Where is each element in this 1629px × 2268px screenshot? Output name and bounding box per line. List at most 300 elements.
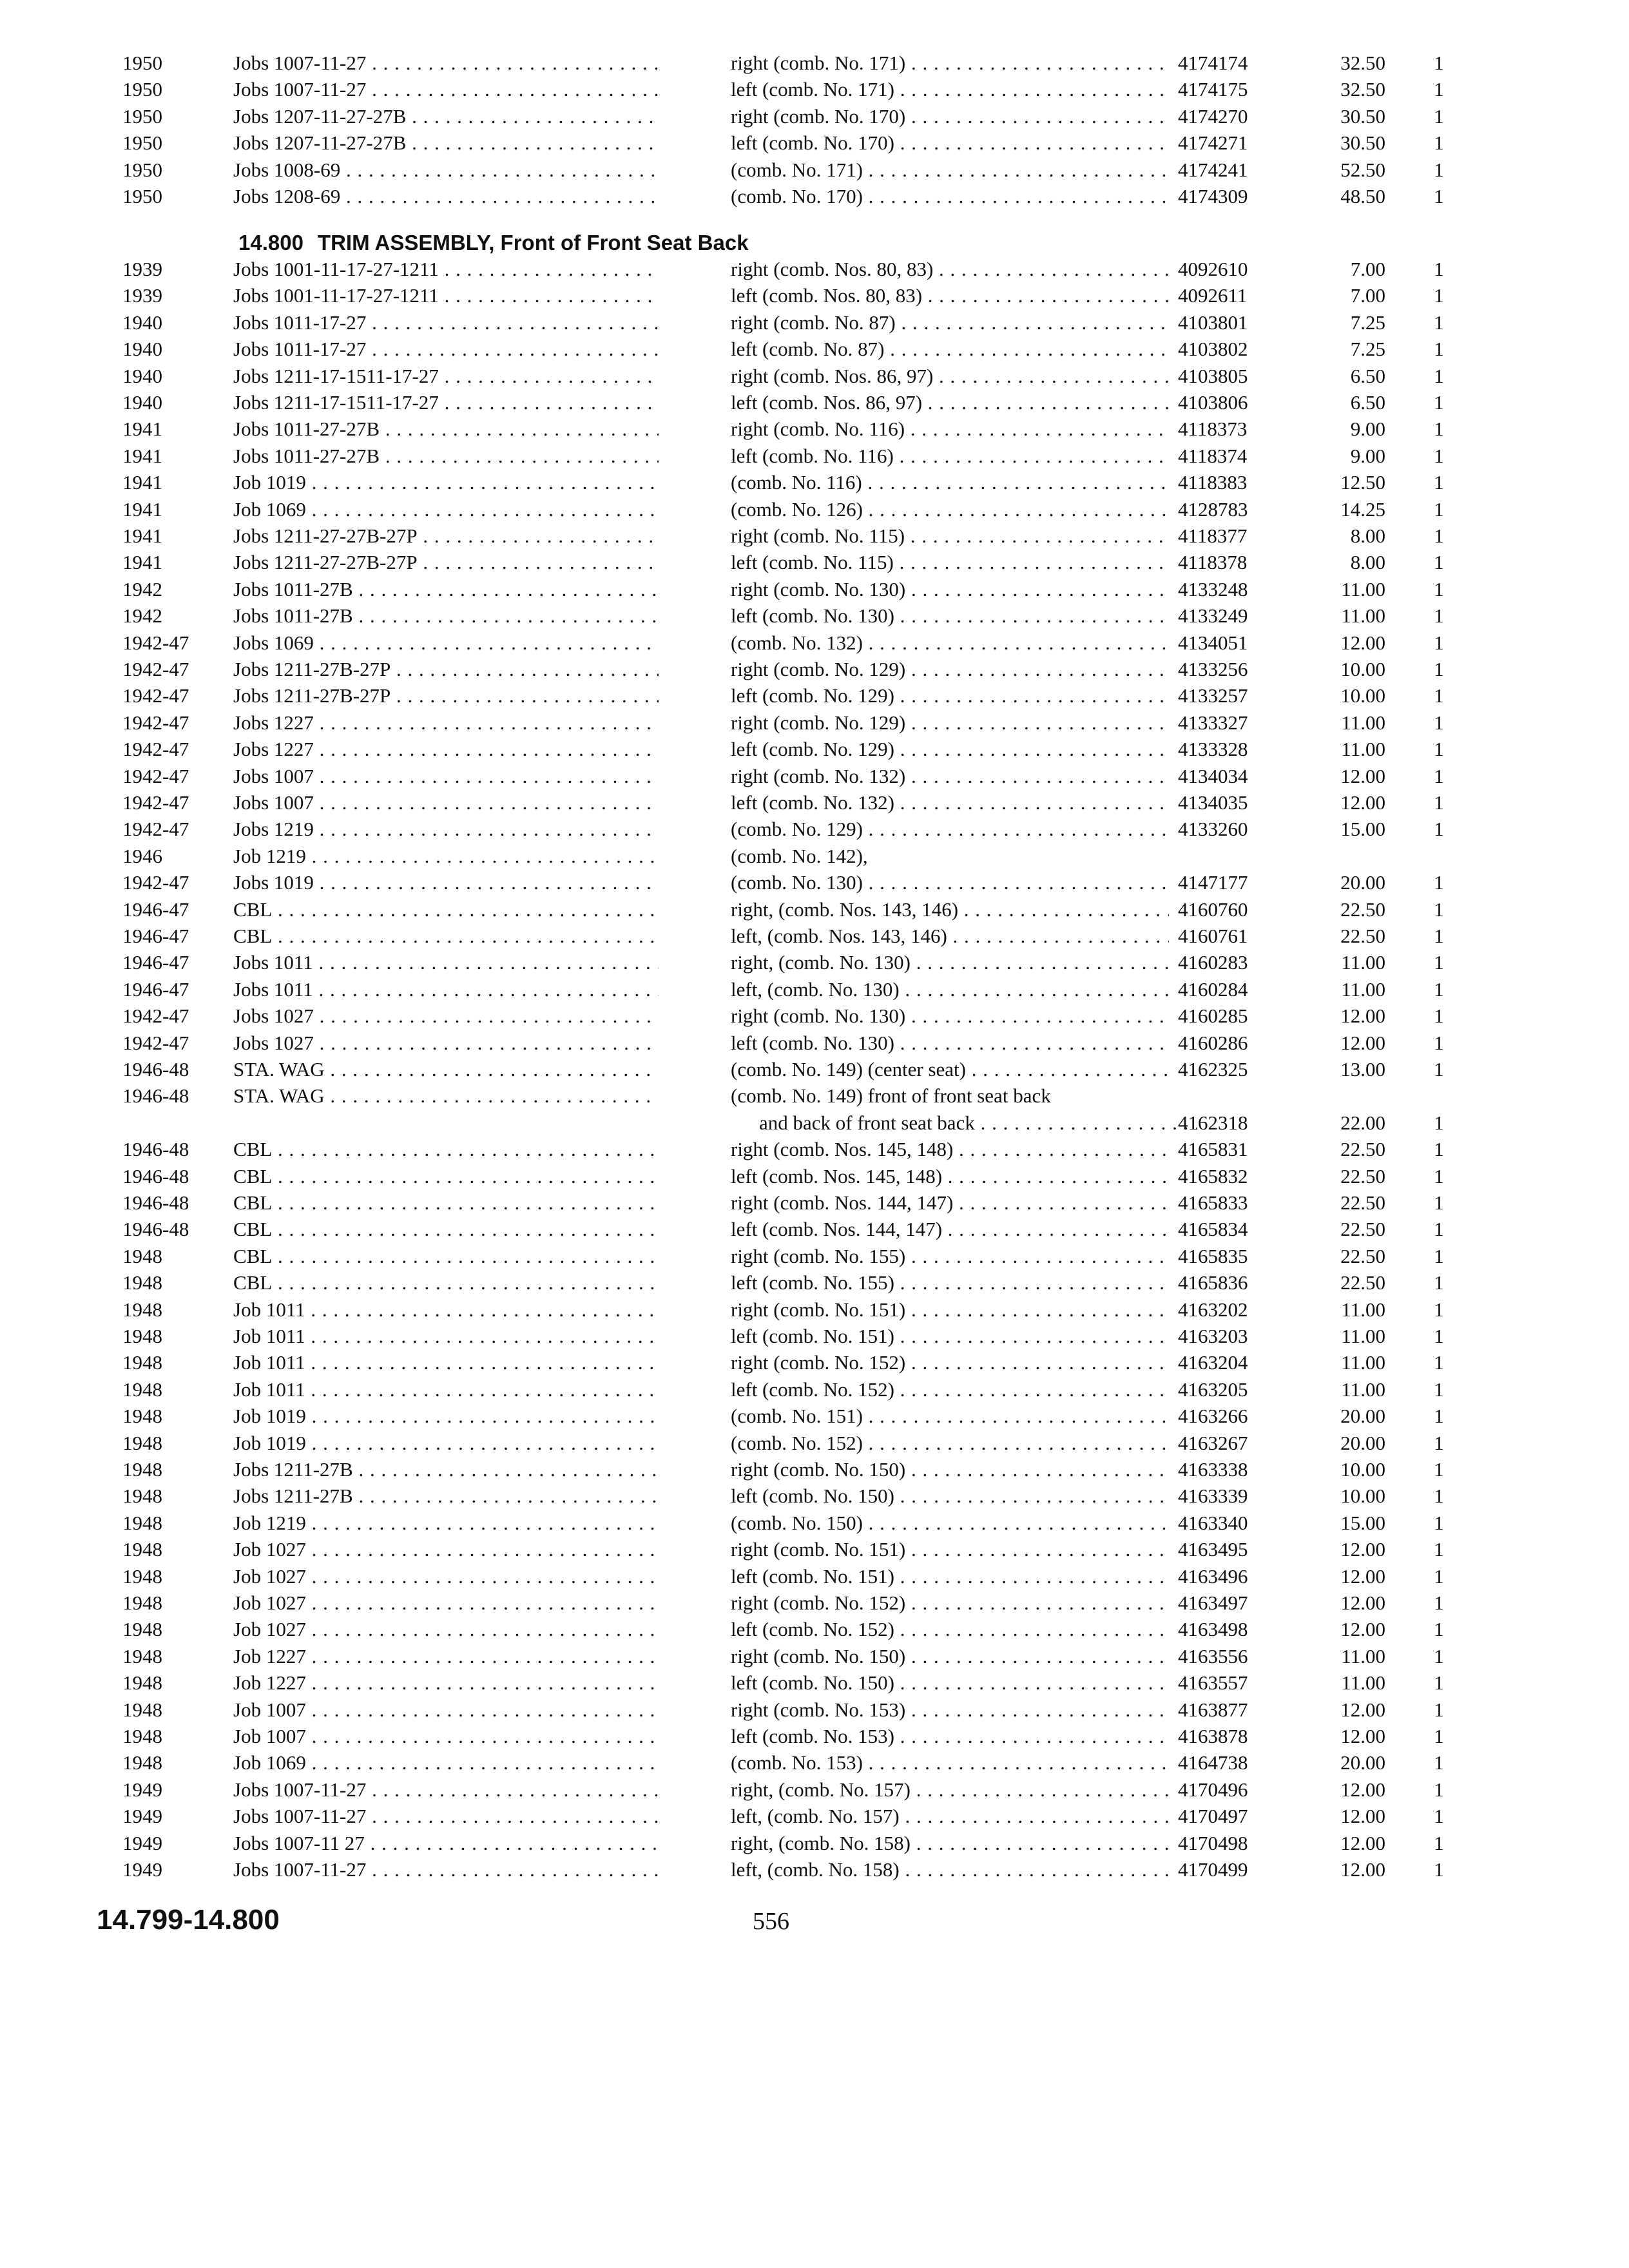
year-cell: 1948 (122, 1538, 162, 1561)
jobs-cell: Job 1219 . . . (233, 843, 659, 869)
jobs-cell: Jobs 1007-11 27 . . . (233, 1831, 659, 1856)
year-cell: 1942-47 (122, 1031, 189, 1054)
table-row (0, 1137, 1629, 1162)
year-cell: 1946-48 (122, 1058, 189, 1081)
quantity-cell: 1 (1434, 311, 1444, 334)
table-row (0, 1724, 1629, 1749)
table-row (0, 470, 1629, 495)
description-cell: (comb. No. 126) . . . (731, 497, 1169, 523)
jobs-cell: Jobs 1227 . . . (233, 710, 659, 736)
description-cell: left (comb. No. 129) . . . (731, 736, 1169, 762)
quantity-cell: 1 (1434, 1164, 1444, 1187)
quantity-cell: 1 (1434, 684, 1444, 707)
jobs-cell: Job 1019 . . . (233, 470, 659, 495)
price-cell: 48.50 (1340, 185, 1385, 207)
part-number-cell: 4170496 (1178, 1778, 1248, 1801)
part-number-cell: 4092611 (1178, 284, 1248, 307)
jobs-cell: Job 1011 . . . (233, 1323, 659, 1349)
quantity-cell: 1 (1434, 551, 1444, 574)
description-cell: right, (comb. No. 157) . . . (731, 1777, 1169, 1803)
description-cell: right (comb. No. 116) . . . (731, 416, 1169, 442)
part-number-cell: 4165835 (1178, 1244, 1248, 1267)
jobs-cell: Jobs 1207-11-27-27B . . . (233, 104, 659, 130)
description-cell: left (comb. No. 153) . . . (731, 1724, 1169, 1749)
description-cell: right (comb. No. 171) . . . (731, 50, 1169, 76)
part-number-cell: 4163877 (1178, 1698, 1248, 1721)
year-cell: 1948 (122, 1431, 162, 1454)
table-row (0, 104, 1629, 130)
table-row (0, 1750, 1629, 1776)
price-cell: 9.00 (1350, 418, 1385, 441)
description-cell: left (comb. No. 116) . . . (731, 443, 1169, 469)
part-number-cell: 4160760 (1178, 898, 1248, 921)
description-cell: and back of front seat back . . . (731, 1110, 1197, 1136)
price-cell: 12.00 (1340, 1031, 1385, 1054)
part-number-cell: 4133327 (1178, 711, 1248, 734)
description-cell: right (comb. No. 115) . . . (731, 523, 1169, 549)
price-cell: 7.25 (1350, 338, 1385, 361)
jobs-cell: Jobs 1007-11-27 . . . (233, 50, 659, 76)
table-row (0, 1270, 1629, 1296)
price-cell: 8.00 (1350, 551, 1385, 574)
quantity-cell: 1 (1434, 1244, 1444, 1267)
part-number-cell: 4160285 (1178, 1004, 1248, 1028)
jobs-cell: Jobs 1011-17-27 . . . (233, 310, 659, 336)
part-number-cell: 4163203 (1178, 1325, 1248, 1347)
description-cell: left (comb. No. 150) . . . (731, 1483, 1169, 1509)
part-number-cell: 4170497 (1178, 1805, 1248, 1828)
quantity-cell: 1 (1434, 1458, 1444, 1481)
table-row (0, 897, 1629, 923)
table-row (0, 443, 1629, 469)
table-row (0, 657, 1629, 682)
part-number-cell: 4163205 (1178, 1378, 1248, 1401)
year-cell: 1949 (122, 1778, 162, 1801)
price-cell: 11.00 (1341, 1644, 1385, 1667)
part-number-cell: 4174175 (1178, 78, 1248, 101)
quantity-cell: 1 (1434, 898, 1444, 921)
jobs-cell: Jobs 1211-17-1511-17-27 . . . (233, 390, 659, 416)
quantity-cell: 1 (1434, 1511, 1444, 1534)
year-cell: 1950 (122, 131, 162, 155)
quantity-cell: 1 (1434, 1031, 1444, 1054)
description-cell: right, (comb. No. 158) . . . (731, 1831, 1169, 1856)
year-cell: 1942-47 (122, 684, 189, 707)
quantity-cell: 1 (1434, 1351, 1444, 1374)
jobs-cell: Jobs 1007 . . . (233, 790, 659, 816)
table-row (0, 1590, 1629, 1616)
year-cell: 1948 (122, 1751, 162, 1774)
table-row (0, 1537, 1629, 1562)
year-cell: 1942-47 (122, 738, 189, 761)
quantity-cell: 1 (1434, 951, 1444, 974)
table-row (0, 157, 1629, 183)
part-number-cell: 4134035 (1178, 791, 1248, 814)
price-cell: 11.00 (1341, 1671, 1385, 1695)
table-row (0, 1323, 1629, 1349)
description-cell: (comb. No. 130) . . . (731, 870, 1169, 896)
part-number-cell: 4134051 (1178, 631, 1248, 654)
part-number-cell: 4165836 (1178, 1271, 1248, 1294)
description-cell: (comb. No. 150) . . . (731, 1510, 1169, 1536)
year-cell: 1948 (122, 1271, 162, 1294)
description-cell: right, (comb. No. 130) . . . (731, 950, 1169, 975)
table-row (0, 336, 1629, 362)
part-number-cell: 4160761 (1178, 925, 1248, 947)
jobs-cell: Job 1007 . . . (233, 1724, 659, 1749)
quantity-cell: 1 (1434, 1751, 1444, 1774)
jobs-cell: Jobs 1007-11-27 . . . (233, 1857, 659, 1883)
description-cell: left (comb. No. 150) . . . (731, 1670, 1169, 1696)
year-cell: 1948 (122, 1671, 162, 1695)
quantity-cell: 1 (1434, 258, 1444, 280)
table-row (0, 1564, 1629, 1590)
description-cell: (comb. No. 151) . . . (731, 1403, 1169, 1429)
price-cell: 11.00 (1341, 577, 1385, 601)
year-cell: 1942-47 (122, 711, 189, 734)
quantity-cell: 1 (1434, 977, 1444, 1001)
table-row (0, 550, 1629, 575)
table-row (0, 1403, 1629, 1429)
price-cell: 12.00 (1340, 1564, 1385, 1588)
jobs-cell: CBL . . . (233, 1137, 659, 1162)
description-cell: right (comb. No. 150) . . . (731, 1457, 1169, 1483)
description-cell: left (comb. No. 152) . . . (731, 1377, 1169, 1403)
year-cell: 1940 (122, 391, 162, 414)
price-cell: 10.00 (1340, 1458, 1385, 1481)
jobs-cell: Job 1011 . . . (233, 1350, 659, 1376)
description-cell: right, (comb. Nos. 143, 146) . . . (731, 897, 1169, 923)
year-cell: 1942-47 (122, 631, 189, 654)
table-row (0, 1377, 1629, 1403)
jobs-cell: Job 1027 . . . (233, 1564, 659, 1590)
description-cell: left (comb. No. 115) . . . (731, 550, 1169, 575)
jobs-cell: Jobs 1011 . . . (233, 950, 659, 975)
year-cell: 1948 (122, 1725, 162, 1747)
description-cell: left (comb. Nos. 144, 147) . . . (731, 1216, 1169, 1242)
table-row (0, 1644, 1629, 1669)
price-cell: 22.50 (1340, 1138, 1385, 1161)
description-cell: left (comb. No. 171) . . . (731, 77, 1169, 102)
table-row (0, 390, 1629, 416)
description-cell: left, (comb. No. 158) . . . (731, 1857, 1169, 1883)
description-cell: left (comb. No. 151) . . . (731, 1564, 1169, 1590)
price-cell: 30.50 (1340, 104, 1385, 128)
jobs-cell: Job 1011 . . . (233, 1377, 659, 1403)
year-cell: 1948 (122, 1618, 162, 1641)
price-cell: 12.00 (1340, 1591, 1385, 1614)
price-cell: 22.50 (1340, 1218, 1385, 1241)
table-row (0, 923, 1629, 949)
jobs-cell: Jobs 1227 . . . (233, 736, 659, 762)
year-cell: 1948 (122, 1244, 162, 1267)
table-row (0, 683, 1629, 709)
year-cell: 1948 (122, 1351, 162, 1374)
price-cell: 12.50 (1340, 471, 1385, 494)
part-number-cell: 4164738 (1178, 1751, 1248, 1774)
year-cell: 1948 (122, 1458, 162, 1481)
jobs-cell: Job 1011 . . . (233, 1297, 659, 1323)
part-number-cell: 4174174 (1178, 52, 1248, 74)
quantity-cell: 1 (1434, 524, 1444, 547)
quantity-cell: 1 (1434, 391, 1444, 414)
year-cell: 1941 (122, 497, 162, 521)
price-cell: 11.00 (1341, 977, 1385, 1001)
table-row (0, 130, 1629, 156)
price-cell: 15.00 (1340, 818, 1385, 841)
part-number-cell: 4160286 (1178, 1031, 1248, 1054)
table-row (0, 523, 1629, 549)
description-cell: right (comb. No. 170) . . . (731, 104, 1169, 130)
table-row (0, 310, 1629, 336)
year-cell: 1949 (122, 1805, 162, 1828)
quantity-cell: 1 (1434, 471, 1444, 494)
jobs-cell: Jobs 1007-11-27 . . . (233, 77, 659, 102)
price-cell: 12.00 (1340, 1858, 1385, 1881)
part-number-cell: 4133249 (1178, 604, 1248, 628)
year-cell: 1950 (122, 78, 162, 101)
price-cell: 12.00 (1340, 1004, 1385, 1028)
jobs-cell: Jobs 1207-11-27-27B . . . (233, 130, 659, 156)
description-cell: right (comb. No. 130) . . . (731, 1003, 1169, 1029)
description-cell: left (comb. Nos. 145, 148) . . . (731, 1164, 1169, 1189)
year-cell: 1948 (122, 1405, 162, 1428)
jobs-cell: Jobs 1011-17-27 . . . (233, 336, 659, 362)
table-row (0, 843, 1629, 869)
price-cell: 11.00 (1341, 711, 1385, 734)
quantity-cell: 1 (1434, 1618, 1444, 1641)
price-cell: 20.00 (1340, 871, 1385, 894)
description-cell: (comb. No. 149) front of front seat back (731, 1084, 1051, 1108)
table-row (0, 1190, 1629, 1216)
jobs-cell: Jobs 1019 . . . (233, 870, 659, 896)
part-number-cell: 4162325 (1178, 1058, 1248, 1081)
price-cell: 20.00 (1340, 1431, 1385, 1454)
quantity-cell: 1 (1434, 658, 1444, 680)
part-number-cell: 4163339 (1178, 1485, 1248, 1508)
price-cell: 22.00 (1340, 1111, 1385, 1134)
year-cell: 1946 (122, 844, 162, 867)
jobs-cell: Job 1219 . . . (233, 1510, 659, 1536)
quantity-cell: 1 (1434, 818, 1444, 841)
table-row (0, 1110, 1629, 1136)
jobs-cell: CBL . . . (233, 1270, 659, 1296)
description-cell: right (comb. No. 151) . . . (731, 1537, 1169, 1562)
section-number: 14.800 (238, 231, 304, 255)
year-cell: 1941 (122, 524, 162, 547)
description-cell: right (comb. No. 152) . . . (731, 1350, 1169, 1376)
year-cell: 1948 (122, 1378, 162, 1401)
price-cell: 22.50 (1340, 1271, 1385, 1294)
quantity-cell: 1 (1434, 338, 1444, 361)
year-cell: 1946-48 (122, 1084, 189, 1108)
table-row (0, 1483, 1629, 1509)
part-number-cell: 4118378 (1178, 551, 1248, 574)
quantity-cell: 1 (1434, 1191, 1444, 1214)
year-cell: 1949 (122, 1858, 162, 1881)
quantity-cell: 1 (1434, 1271, 1444, 1294)
jobs-cell: STA. WAG . . . (233, 1057, 659, 1082)
table-row (0, 977, 1629, 1003)
jobs-cell: Jobs 1211-27B-27P . . . (233, 657, 659, 682)
description-cell: left, (comb. No. 157) . . . (731, 1803, 1169, 1829)
price-cell: 10.00 (1340, 658, 1385, 680)
year-cell: 1940 (122, 338, 162, 361)
price-cell: 20.00 (1340, 1751, 1385, 1774)
part-number-cell: 4174241 (1178, 158, 1248, 181)
quantity-cell: 1 (1434, 158, 1444, 181)
table-row (0, 1670, 1629, 1696)
quantity-cell: 1 (1434, 711, 1444, 734)
jobs-cell: Jobs 1011 . . . (233, 977, 659, 1003)
quantity-cell: 1 (1434, 1325, 1444, 1347)
quantity-cell: 1 (1434, 1538, 1444, 1561)
table-row (0, 1003, 1629, 1029)
jobs-cell: Job 1069 . . . (233, 497, 659, 523)
table-row (0, 1297, 1629, 1323)
price-cell: 30.50 (1340, 131, 1385, 155)
year-cell: 1948 (122, 1325, 162, 1347)
price-cell: 12.00 (1340, 1698, 1385, 1721)
jobs-cell: CBL . . . (233, 1216, 659, 1242)
description-cell: (comb. No. 149) (center seat) . . . (731, 1057, 1169, 1082)
description-cell: left (comb. No. 129) . . . (731, 683, 1169, 709)
table-row (0, 363, 1629, 389)
part-number-cell: 4170499 (1178, 1858, 1248, 1881)
quantity-cell: 1 (1434, 631, 1444, 654)
page-number: 556 (753, 1908, 789, 1935)
quantity-cell: 1 (1434, 1564, 1444, 1588)
quantity-cell: 1 (1434, 185, 1444, 207)
quantity-cell: 1 (1434, 1831, 1444, 1854)
jobs-cell: Jobs 1007-11-27 . . . (233, 1777, 659, 1803)
part-number-cell: 4118373 (1178, 418, 1248, 441)
quantity-cell: 1 (1434, 1805, 1444, 1828)
quantity-cell: 1 (1434, 738, 1444, 761)
description-cell: left, (comb. Nos. 143, 146) . . . (731, 923, 1169, 949)
jobs-cell: STA. WAG . . . (233, 1083, 659, 1109)
jobs-cell: Jobs 1069 . . . (233, 630, 659, 656)
year-cell: 1950 (122, 158, 162, 181)
quantity-cell: 1 (1434, 131, 1444, 155)
price-cell: 11.00 (1341, 1378, 1385, 1401)
part-number-cell: 4162318 (1178, 1111, 1248, 1134)
quantity-cell: 1 (1434, 577, 1444, 601)
jobs-cell: Job 1019 . . . (233, 1430, 659, 1456)
year-cell: 1948 (122, 1698, 162, 1721)
year-cell: 1940 (122, 364, 162, 387)
table-row (0, 1244, 1629, 1269)
quantity-cell: 1 (1434, 1004, 1444, 1028)
part-number-cell: 4163202 (1178, 1298, 1248, 1321)
table-row (0, 1857, 1629, 1883)
table-row (0, 416, 1629, 442)
table-row (0, 950, 1629, 975)
year-cell: 1941 (122, 418, 162, 441)
part-number-cell: 4103802 (1178, 338, 1248, 361)
footer-section-range: 14.799-14.800 (97, 1904, 280, 1936)
description-cell: left (comb. No. 155) . . . (731, 1270, 1169, 1296)
part-number-cell: 4118374 (1178, 444, 1248, 467)
section-heading (238, 229, 749, 256)
table-row (0, 816, 1629, 842)
part-number-cell: 4134034 (1178, 764, 1248, 787)
table-row (0, 497, 1629, 523)
quantity-cell: 1 (1434, 1378, 1444, 1401)
price-cell: 15.00 (1340, 1511, 1385, 1534)
price-cell: 22.50 (1340, 1244, 1385, 1267)
quantity-cell: 1 (1434, 1111, 1444, 1134)
description-cell: right (comb. No. 150) . . . (731, 1644, 1169, 1669)
year-cell: 1941 (122, 471, 162, 494)
part-number-cell: 4160284 (1178, 977, 1248, 1001)
year-cell: 1942-47 (122, 818, 189, 841)
description-cell: right (comb. No. 155) . . . (731, 1244, 1169, 1269)
jobs-cell: Job 1027 . . . (233, 1617, 659, 1642)
jobs-cell: Jobs 1211-27-27B-27P . . . (233, 523, 659, 549)
description-cell: right (comb. Nos. 80, 83) . . . (731, 256, 1169, 282)
price-cell: 32.50 (1340, 78, 1385, 101)
description-cell: right (comb. No. 152) . . . (731, 1590, 1169, 1616)
year-cell: 1942-47 (122, 1004, 189, 1028)
jobs-cell: Jobs 1211-27B . . . (233, 1483, 659, 1509)
price-cell: 12.00 (1340, 764, 1385, 787)
jobs-cell: Jobs 1211-17-1511-17-27 . . . (233, 363, 659, 389)
part-number-cell: 4174270 (1178, 104, 1248, 128)
description-cell: (comb. No. 152) . . . (731, 1430, 1169, 1456)
description-cell: right (comb. No. 151) . . . (731, 1297, 1169, 1323)
year-cell: 1939 (122, 284, 162, 307)
jobs-cell: Jobs 1011-27-27B . . . (233, 416, 659, 442)
jobs-cell: Jobs 1007 . . . (233, 764, 659, 789)
quantity-cell: 1 (1434, 1778, 1444, 1801)
description-cell: left (comb. No. 152) . . . (731, 1617, 1169, 1642)
table-row (0, 577, 1629, 602)
table-row (0, 77, 1629, 102)
jobs-cell: CBL . . . (233, 1190, 659, 1216)
jobs-cell: CBL . . . (233, 1164, 659, 1189)
price-cell: 22.50 (1340, 898, 1385, 921)
quantity-cell: 1 (1434, 1858, 1444, 1881)
year-cell: 1941 (122, 444, 162, 467)
jobs-cell: Jobs 1011-27B . . . (233, 577, 659, 602)
price-cell: 22.50 (1340, 925, 1385, 947)
jobs-cell: CBL . . . (233, 1244, 659, 1269)
part-number-cell: 4160283 (1178, 951, 1248, 974)
price-cell: 7.00 (1350, 258, 1385, 280)
table-row (0, 764, 1629, 789)
part-number-cell: 4163878 (1178, 1725, 1248, 1747)
quantity-cell: 1 (1434, 1725, 1444, 1747)
part-number-cell: 4163267 (1178, 1431, 1248, 1454)
quantity-cell: 1 (1434, 78, 1444, 101)
year-cell: 1948 (122, 1644, 162, 1667)
jobs-cell: Job 1027 . . . (233, 1590, 659, 1616)
price-cell: 6.50 (1350, 391, 1385, 414)
price-cell: 22.50 (1340, 1191, 1385, 1214)
year-cell: 1946-48 (122, 1138, 189, 1161)
part-number-cell: 4163557 (1178, 1671, 1248, 1695)
part-number-cell: 4163495 (1178, 1538, 1248, 1561)
price-cell: 6.50 (1350, 364, 1385, 387)
table-row (0, 736, 1629, 762)
jobs-cell: CBL . . . (233, 897, 659, 923)
description-cell: (comb. No. 153) . . . (731, 1750, 1169, 1776)
quantity-cell: 1 (1434, 418, 1444, 441)
price-cell: 12.00 (1340, 1805, 1385, 1828)
year-cell: 1946-47 (122, 951, 189, 974)
part-number-cell: 4165831 (1178, 1138, 1248, 1161)
